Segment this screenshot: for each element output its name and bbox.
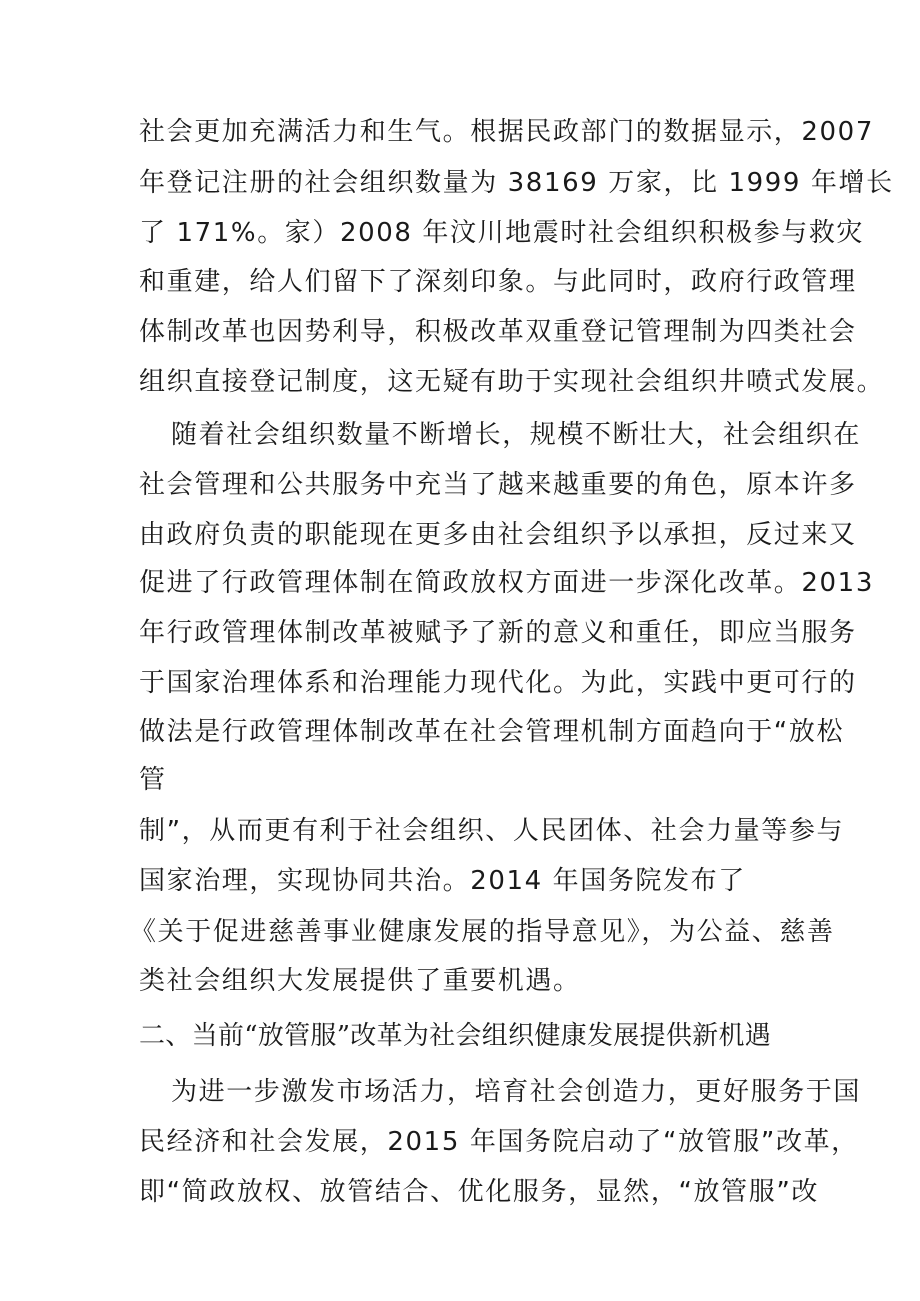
- text-line: 随着社会组织数量不断增长，规模不断壮大，社会组织在: [171, 420, 862, 450]
- text-line: 和重建，给人们留下了深刻印象。与此同时，政府行政管理: [139, 267, 857, 297]
- text-line: 社会更加充满活力和生气。根据民政部门的数据显示，2007: [139, 117, 874, 147]
- text-line: 年登记注册的社会组织数量为 38169 万家，比 1999 年增长: [139, 168, 894, 198]
- text-line: 为进一步激发市场活力，培育社会创造力，更好服务于国: [171, 1077, 862, 1107]
- section-heading: 二、当前“放管服”改革为社会组织健康发展提供新机遇: [139, 1021, 772, 1051]
- text-line: 年行政管理体制改革被赋予了新的意义和重任，即应当服务: [139, 618, 857, 648]
- text-line: 《关于促进慈善事业健康发展的指导意见》，为公益、慈善: [130, 917, 835, 947]
- text-line: 组织直接登记制度，这无疑有助于实现社会组织井喷式发展。: [139, 367, 885, 397]
- text-line: 由政府负责的职能现在更多由社会组织予以承担，反过来又: [139, 520, 857, 550]
- text-line: 做法是行政管理体制改革在社会管理机制方面趋向于“放松: [139, 717, 845, 747]
- text-line: 民经济和社会发展，2015 年国务院启动了“放管服”改革，: [139, 1127, 859, 1157]
- text-line: 社会管理和公共服务中充当了越来越重要的角色，原本许多: [139, 470, 857, 500]
- text-line: 促进了行政管理体制在简政放权方面进一步深化改革。2013: [139, 568, 874, 598]
- text-line: 制”，从而更有利于社会组织、人民团体、社会力量等参与: [139, 816, 845, 846]
- text-line: 体制改革也因势利导，积极改革双重登记管理制为四类社会: [139, 317, 857, 347]
- text-line: 管: [139, 765, 167, 795]
- text-line: 于国家治理体系和治理能力现代化。为此，实践中更可行的: [139, 668, 857, 698]
- text-line: 国家治理，实现协同共治。2014 年国务院发布了: [139, 866, 746, 896]
- text-line: 类社会组织大发展提供了重要机遇。: [139, 966, 581, 996]
- text-line: 了 171%。家）2008 年汶川地震时社会组织积极参与救灾: [139, 218, 865, 248]
- text-line: 即“简政放权、放管结合、优化服务，显然，“放管服”改: [139, 1177, 820, 1207]
